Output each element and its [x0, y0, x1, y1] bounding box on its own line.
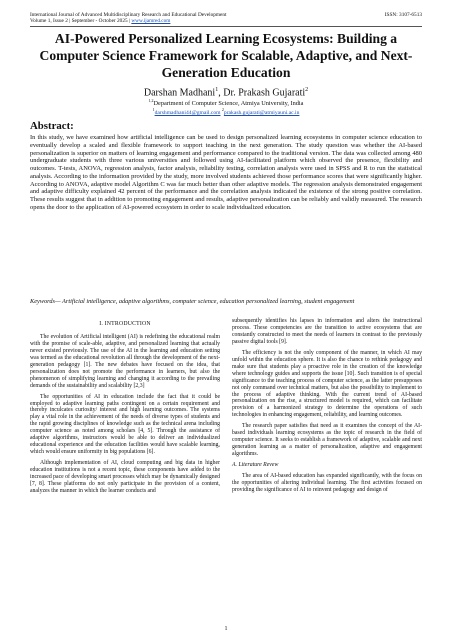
paper-title: AI-Powered Personalized Learning Ecosystems: Building a Computer Science Framework for Scalable, Adaptive, and Next-Generation Education [39, 31, 413, 80]
journal-volume-line [30, 18, 227, 24]
section-heading-introduction: I. INTRODUCTION [99, 321, 151, 327]
author-2-sup: 2 [305, 87, 309, 93]
journal-name: International Journal of Advanced Multidisciplinary Research and Educational Development [30, 12, 227, 18]
paragraph: The area of AI-based education has expanded significantly, with the focus on the opportunities of altering individual learning. The first activities focused on providing the significance of AI to reinvent pedagogy and design of [232, 473, 422, 493]
email-2-link[interactable]: prakash.gujarati@atmiyauni.ac.in [223, 109, 300, 116]
email-1-link[interactable]: darshmadhani44@gmail.com [154, 109, 221, 116]
author-2: Dr. Prakash Gujarati [223, 87, 306, 99]
paragraph: Although implementation of AI, cloud computing and big data in higher education institutions is not a recent topic, these components have added to the increased pace of developing smart processes which may be dynamically designed [7, 8]. These platforms do not only participate in the provision of a content, analyzes the manner in which the learner conducts and [30, 460, 221, 494]
left-column [30, 318, 220, 499]
paragraph: subsequently identifies his lapses in information and alters the instructional process. These competencies are the transition to active ecosystems that are constantly constructed to meet the needs of learners in contrast to the previously passive digital tools [9]. [232, 318, 422, 345]
paragraph: The efficiency is not the only component of the manner, in which AI may unfold within the education sphere. It is also the chance to rethink pedagogy and make sure that students play a proactive role in the creation of the knowledge where technology guides and supports the issue [10]. Such transition is of special significance to the teaching process of computer science, as the latter presupposes not only command over technical matters, but also the possibility to implement to the process of adaptive thinking. With the current trend of AI-based personalization on the rise, a structured model is required, which can facilitate provision of a harmonized strategy to determine the operations of such technologies in enhancing engagement, reliability, and learning outcomes. [232, 349, 422, 419]
abstract-heading: Abstract: [30, 120, 74, 132]
subsection-heading-literature-review: A. Literature Revew [232, 462, 279, 469]
right-column [232, 318, 422, 498]
journal-url-link[interactable]: www.ijamred.com [131, 18, 171, 25]
journal-header [30, 12, 422, 25]
author-emails [30, 106, 422, 117]
paragraph: The evolution of Artificial intelligent (AI) is redefining the educational realm with the promise of scale-able, adaptive, and personalized learning that actually never existed previously. The use of the AI in the learning and education setting was termed as the educational revolution all through the development of the next-generation pedagogy [1]. The new debates have focused on the idea, that personalization does not promote the performance in learners, but also the phenomenon of simplifying learning and changing it according to the prevailing demands of the sustainability and scalability [2,3] [30, 333, 220, 389]
journal-issn: ISSN: 3107-6513 [384, 12, 422, 18]
affiliation-text: Department of Computer Science, Atmiya University, India [153, 100, 304, 108]
email-1-sup: 1 [152, 107, 155, 112]
page-number: 1 [224, 626, 228, 632]
email-2-sup: 2 [221, 107, 224, 112]
author-1: Darshan Madhani [143, 87, 216, 99]
keywords [30, 298, 422, 306]
keywords-label: Keywords [30, 298, 55, 305]
abstract-text: In this study, we have examined how artificial intelligence can be used to design personalized learning ecosystems in computer science education to eventually develop a scaled and flexible framework to support teaching in the next generation. The study question was whether the AI-based personalization is superior on matters of learning engagement and performance compared to the traditional version. The data was collected among 480 undergraduate students with three various universities and followed using AI-facilitated platform which observed the presence, flexibility and outcomes. T-tests, ANOVA, regression analysis, factor analysis, reliability testing, correlation analysis were used in SPSS and R to run the statistical analysis. According to the information provided by the study, more involved students achieved those performance scores that were significantly higher. According to ANOVA, adaptive model Algorithm C was far much better than other adaptive models. The regression analysis demonstrated engagement and adaptive difficulty explained 42 percent of the performance and the correlation analysis indicated the existence of the strong positive correlation. These results suggest that in addition to promoting engagement and results, adaptive personalization can be reliably and validly measured. The research opens the door to the application of AI-powered ecosystem in order to scale individualized education. [30, 134, 422, 211]
header-divider [30, 26, 422, 27]
keywords-text: Artificial intelligence, adaptive algorithms, computer science, education personalized learning, student engagement [62, 298, 355, 305]
journal-info [30, 12, 227, 25]
author-separator: , [218, 87, 224, 99]
paragraph: The opportunities of AI in education include the fact that it could be employed to adaptive learning paths contingent on a certain requirement and thereby inculcates curiosity/ interest and high learning outcomes. The systems play a vital role in the achievement of the needs of diverse types of students and the rapid growing disciplines of knowledge such as the technical arena including computer science as noted among scholars [4, 5]. Through the assistance of adaptive algorithms, instructors would be able to deliver an individualized educational experience and the education facilities would have scalable learning, which would ensure uniformity in big populations [6]. [30, 393, 220, 456]
keywords-dash: — [54, 298, 63, 305]
journal-volume: Volume 1, Issue 2 | September - October 2025 | [30, 18, 132, 25]
affiliation-sup: 1,2 [148, 98, 154, 103]
paragraph: The research paper satisfies that need as it examines the concept of the AI-based individuals learning ecosystems as the topic of research in the field of computer science. It seeks to establish a framework of adaptive, scalable and next generation learning as a matter of personalization, adaptive and engagement algorithms. [232, 423, 422, 458]
author-1-sup: 1 [215, 87, 219, 93]
